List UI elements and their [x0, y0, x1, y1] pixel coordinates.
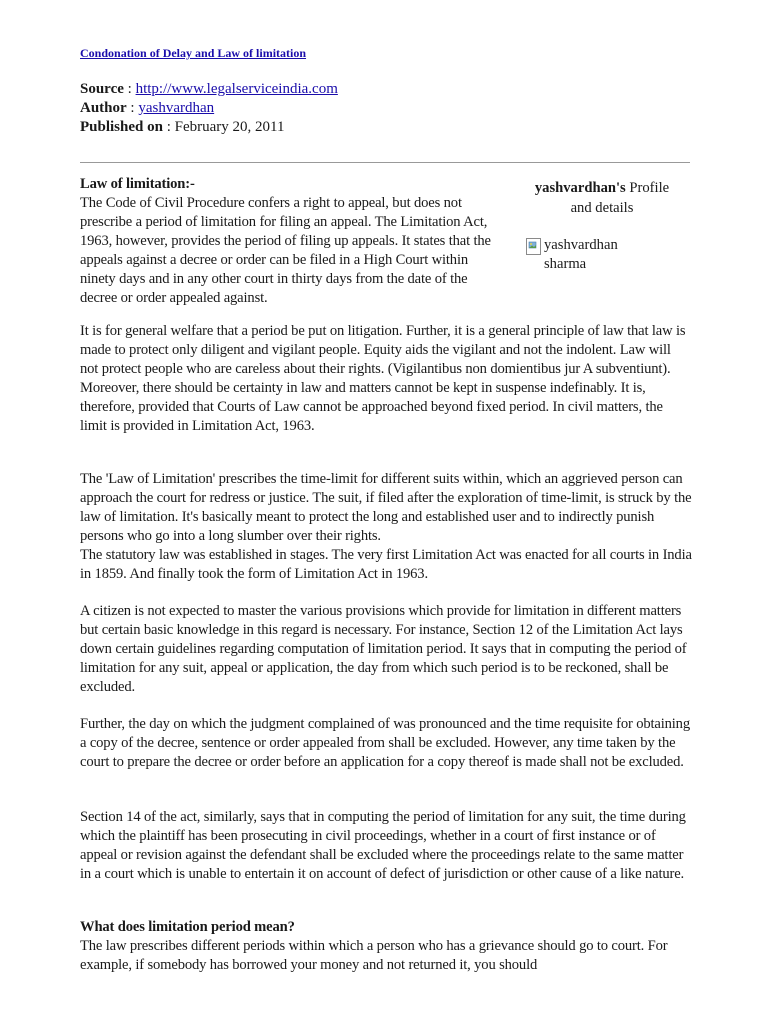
- author-link[interactable]: yashvardhan: [138, 100, 215, 116]
- paragraph-1: [80, 175, 500, 308]
- published-date: February 20, 2011: [174, 119, 285, 135]
- header-divider: [80, 162, 690, 163]
- paragraph-3: The 'Law of Limitation' prescribes the time-limit for different suits within, which an aggrieved person can approach the court for redress or justice. The suit, if filed after the exploration of time-limit, is struck by the law of limitation. It's basically meant to protect the long and established user and to indirectly punish persons who go into a long slumber over their rights.: [80, 471, 692, 544]
- paragraph-5: A citizen is not expected to master the various provisions which provide for limitation in different matters but certain basic knowledge in this regard is necessary. For instance, Section 12 of the Limitation Act lays down certain guidelines regarding computation of limitation period. It says that in computing the period of limitation for any suit, appeal or application, the day from which such period is to be reckoned, shall be excluded.: [80, 603, 687, 695]
- source-row: Source : http://www.legalserviceindia.com: [80, 81, 338, 97]
- article-meta: [80, 80, 338, 137]
- profile-text: Profile: [629, 180, 670, 196]
- author-photo[interactable]: [526, 236, 618, 274]
- paragraph-8-text: The law prescribes different periods within which a person who has a grievance should go to court. For example, if somebody has borrowed your money and not returned it, you should: [80, 938, 668, 973]
- source-label: Source: [80, 81, 124, 97]
- article-title-link[interactable]: Condonation of Delay and Law of limitation: [80, 46, 307, 60]
- published-row: Published on : February 20, 2011: [80, 119, 285, 135]
- paragraph-1-text: The Code of Civil Procedure confers a right to appeal, but does not prescribe a period of limitation for filing an appeal. The Limitation Act, 1963, however, provides the period of filing up appeals. It states that the appeals against a decree or order can be filed in a High Court within ninety days and in any other court in thirty days from the date of the decree or order appealed against.: [80, 195, 491, 306]
- paragraph-4: The statutory law was established in stages. The very first Limitation Act was enacted for all courts in India in 1859. And finally took the form of Limitation Act in 1963.: [80, 547, 692, 582]
- alt-text-line-1: yashvardhan: [544, 237, 618, 253]
- author-row: Author : yashvardhan: [80, 100, 215, 116]
- author-photo-alt-text: [544, 236, 618, 274]
- paragraph-2: It is for general welfare that a period be put on litigation. Further, it is a general principle of law that law is made to protect only diligent and vigilant people. Equity aids the vigilant and not the indolent. Law will not protect people who are careless about their rights. (Vigilantibus non domientibus jur A subventiunt). Moreover, there should be certainty in law and matters cannot be kept in suspense indefinably. It is, therefore, provided that Courts of Law cannot be approached beyond fixed period. In civil matters, the limit is provided in Limitation Act, 1963.: [80, 323, 686, 434]
- author-label: Author: [80, 100, 127, 116]
- profile-owner: yashvardhan's: [534, 180, 626, 196]
- alt-text-line-2: sharma: [544, 256, 587, 272]
- section-heading-limitation-period: What does limitation period mean?: [80, 919, 295, 935]
- author-profile-box: [522, 178, 682, 218]
- paragraph-6: Further, the day on which the judgment complained of was pronounced and the time requisite for obtaining a copy of the decree, sentence or order appealed from shall be excluded. However, any time taken by the court to prepare the decree or order before an application for a copy thereof is made shall not be excluded.: [80, 716, 690, 770]
- published-label: Published on: [80, 119, 163, 135]
- paragraph-8: [80, 918, 692, 975]
- source-link[interactable]: http://www.legalserviceindia.com: [135, 81, 338, 97]
- broken-image-icon: [526, 238, 542, 256]
- paragraph-7: Section 14 of the act, similarly, says that in computing the period of limitation for any suit, the time during which the plaintiff has been prosecuting in civil proceedings, whether in a court of first instance or of appeal or revision against the defendant shall be excluded where the proceedings relate to the same matter in a court which is unable to entertain it on account of defect of jurisdiction or other cause of a like nature.: [80, 809, 686, 882]
- profile-details-text: and details: [570, 200, 634, 216]
- section-heading-law-of-limitation: Law of limitation:-: [80, 176, 195, 192]
